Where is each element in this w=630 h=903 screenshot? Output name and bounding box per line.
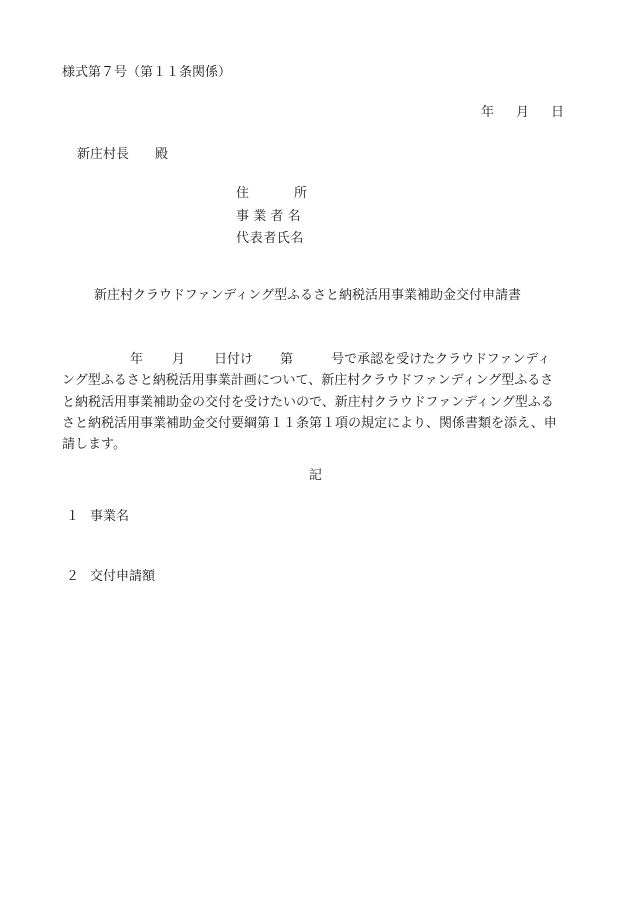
body-line-4: さと納税活用事業補助金交付要綱第１１条第１項の規定により、関係書類を添え、申: [62, 415, 557, 431]
applicant-representative-label: 代表者氏名: [236, 231, 305, 246]
document-title: 新庄村クラウドファンディング型ふるさと納税活用事業補助金交付申請書: [94, 288, 522, 303]
applicant-address-label: 住所: [236, 186, 308, 201]
body-paragraph: [62, 349, 568, 455]
addressee-name: 新庄村長: [77, 147, 130, 162]
date-day-label: 日: [550, 105, 564, 120]
list-item: [66, 510, 129, 523]
body-line-3: と納税活用事業補助金の交付を受けたいので、新庄村クラウドファンディング型ふる: [62, 394, 554, 410]
date-line: [481, 106, 564, 119]
body-line-5: 請します。: [62, 437, 126, 453]
date-month-label: 月: [515, 105, 529, 120]
item-label: 事業名: [90, 509, 130, 524]
addressee-honorific: 殿: [155, 147, 169, 162]
ki-marker: 記: [309, 468, 323, 483]
list-item: [66, 570, 155, 583]
addressee: [77, 148, 168, 161]
item-number: １: [66, 509, 80, 524]
item-number: ２: [66, 569, 80, 584]
applicant-business-label: 事業者名: [236, 209, 305, 224]
item-label: 交付申請額: [90, 569, 156, 584]
form-number: 様式第７号（第１１条関係）: [62, 65, 232, 80]
body-line-1: 年 月 日付け 第 号で承認を受けたクラウドファンディ: [130, 352, 551, 367]
body-line-2: ング型ふるさと納税活用事業計画について、新庄村クラウドファンディング型ふるさ: [62, 373, 554, 389]
date-year-label: 年: [480, 105, 494, 120]
